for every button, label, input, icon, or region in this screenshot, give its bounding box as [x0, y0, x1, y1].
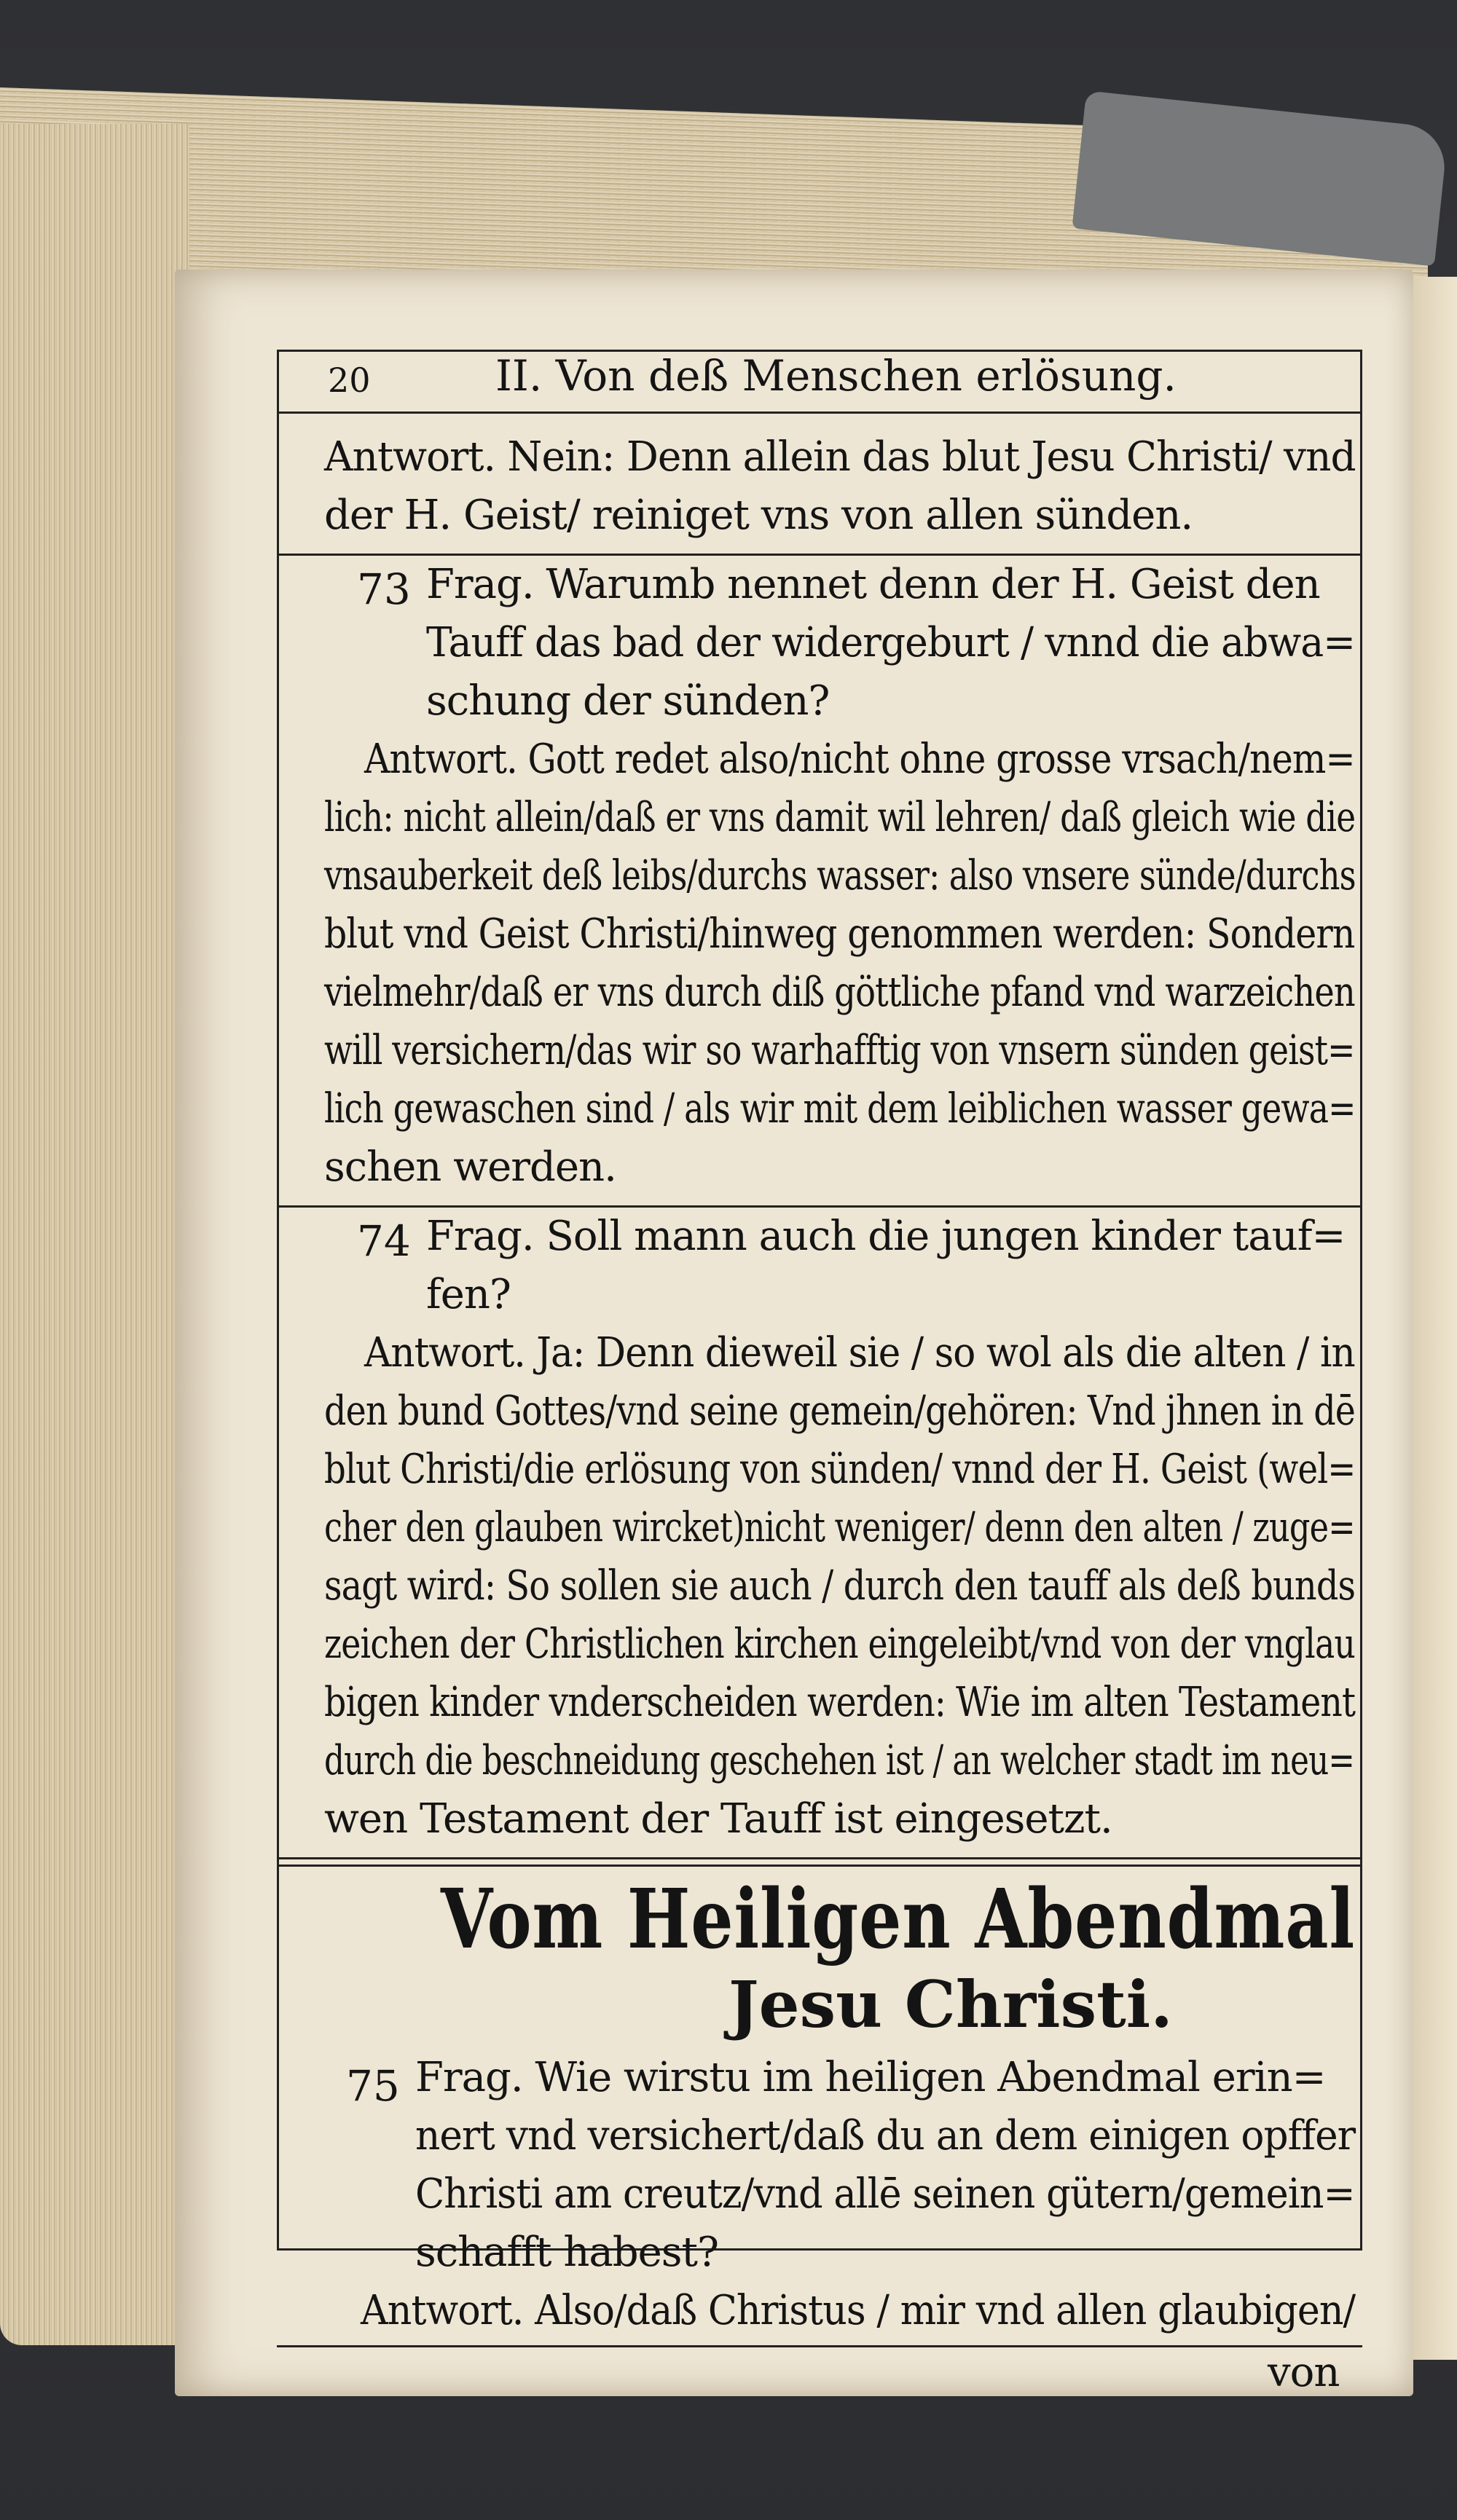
question-number: 75	[346, 2061, 400, 2111]
question-75-line: Frag. Wie wirstu im heiligen Abendmal erin=	[415, 2054, 1326, 2101]
answer-73-line: blut vnd Geist Christi/hinweg genommen werden: Sondern	[324, 910, 1355, 958]
answer-74-line: cher den glauben wircket)nicht weniger/ denn den alten / zuge=	[324, 1504, 1355, 1551]
catchword: von	[1268, 2349, 1340, 2396]
running-title-text: II. Von deß Menschen erlösung.	[495, 351, 1177, 401]
answer-72-line: der H. Geist/ reiniget vns von allen sünden.	[324, 492, 1193, 539]
answer-74-line: zeichen der Christlichen kirchen eingeleibt/vnd von der vnglau	[324, 1621, 1356, 1668]
section-rule	[277, 554, 1362, 556]
header-rule	[277, 412, 1362, 414]
answer-73-line: lich: nicht allein/daß er vns damit wil lehren/ daß gleich wie die	[324, 794, 1356, 841]
section-rule-double	[277, 1865, 1362, 1867]
book-page-edges-left	[0, 124, 189, 2345]
section-heading-line1: Vom Heiligen Abendmal	[441, 1872, 1356, 1967]
question-73-line: Frag. Warumb nennet denn der H. Geist den	[426, 561, 1320, 608]
answer-74-line: wen Testament der Tauff ist eingesetzt.	[324, 1795, 1112, 1843]
section-rule	[277, 1857, 1362, 1859]
answer-73-line: schen werden.	[324, 1143, 616, 1191]
section-heading-line2: Jesu Christi.	[728, 1966, 1173, 2042]
question-number: 74	[357, 1216, 411, 1266]
answer-73-line: vielmehr/daß er vns durch diß göttliche pfand vnd warzeichen	[324, 969, 1355, 1016]
book-page	[175, 269, 1413, 2396]
question-74-line: Frag. Soll mann auch die jungen kinder tauf=	[426, 1213, 1346, 1260]
question-73-line: Tauff das bad der widergeburt / vnnd die abwa=	[426, 619, 1356, 666]
section-rule	[277, 1205, 1362, 1208]
question-75-line: Christi am creutz/vnd allē seinen gütern/gemein=	[415, 2170, 1355, 2218]
answer-74-line: bigen kinder vnderscheiden werden: Wie im alten Testament	[324, 1679, 1356, 1726]
facing-page-edge	[1406, 277, 1457, 2360]
bottom-rule	[277, 2345, 1362, 2347]
answer-73-line: vnsauberkeit deß leibs/durchs wasser: also vnsere sünde/durchs	[324, 852, 1356, 899]
question-74-line: fen?	[426, 1271, 511, 1318]
answer-73-line: lich gewaschen sind / als wir mit dem leiblichen wasser gewa=	[324, 1085, 1356, 1133]
answer-73-line: Antwort. Gott redet also/nicht ohne grosse vrsach/nem=	[364, 736, 1355, 783]
page-number: 20	[328, 361, 371, 400]
question-75-line: schafft habest?	[415, 2229, 719, 2276]
answer-74-line: Antwort. Ja: Denn dieweil sie / so wol als die alten / in	[364, 1329, 1355, 1377]
answer-74-line: den bund Gottes/vnd seine gemein/gehören: Vnd jhnen in dē	[324, 1387, 1356, 1435]
running-title	[495, 351, 1177, 401]
question-number: 73	[357, 564, 411, 614]
page-header	[328, 361, 371, 400]
answer-73-line: will versichern/das wir so warhafftig von vnsern sünden geist=	[324, 1027, 1355, 1074]
answer-75-line: Antwort. Also/daß Christus / mir vnd allen glaubigen/	[361, 2287, 1356, 2334]
question-75-line: nert vnd versichert/daß du an dem einigen opffer	[415, 2112, 1356, 2159]
answer-74-line: sagt wird: So sollen sie auch / durch den tauff als deß bunds	[324, 1562, 1356, 1610]
answer-74-line: durch die beschneidung geschehen ist / an welcher stadt im neu=	[324, 1737, 1355, 1784]
question-73-line: schung der sünden?	[426, 677, 830, 725]
answer-72-line: Antwort. Nein: Denn allein das blut Jesu Christi/ vnd	[324, 433, 1356, 481]
answer-74-line: blut Christi/die erlösung von sünden/ vnnd der H. Geist (wel=	[324, 1446, 1356, 1493]
